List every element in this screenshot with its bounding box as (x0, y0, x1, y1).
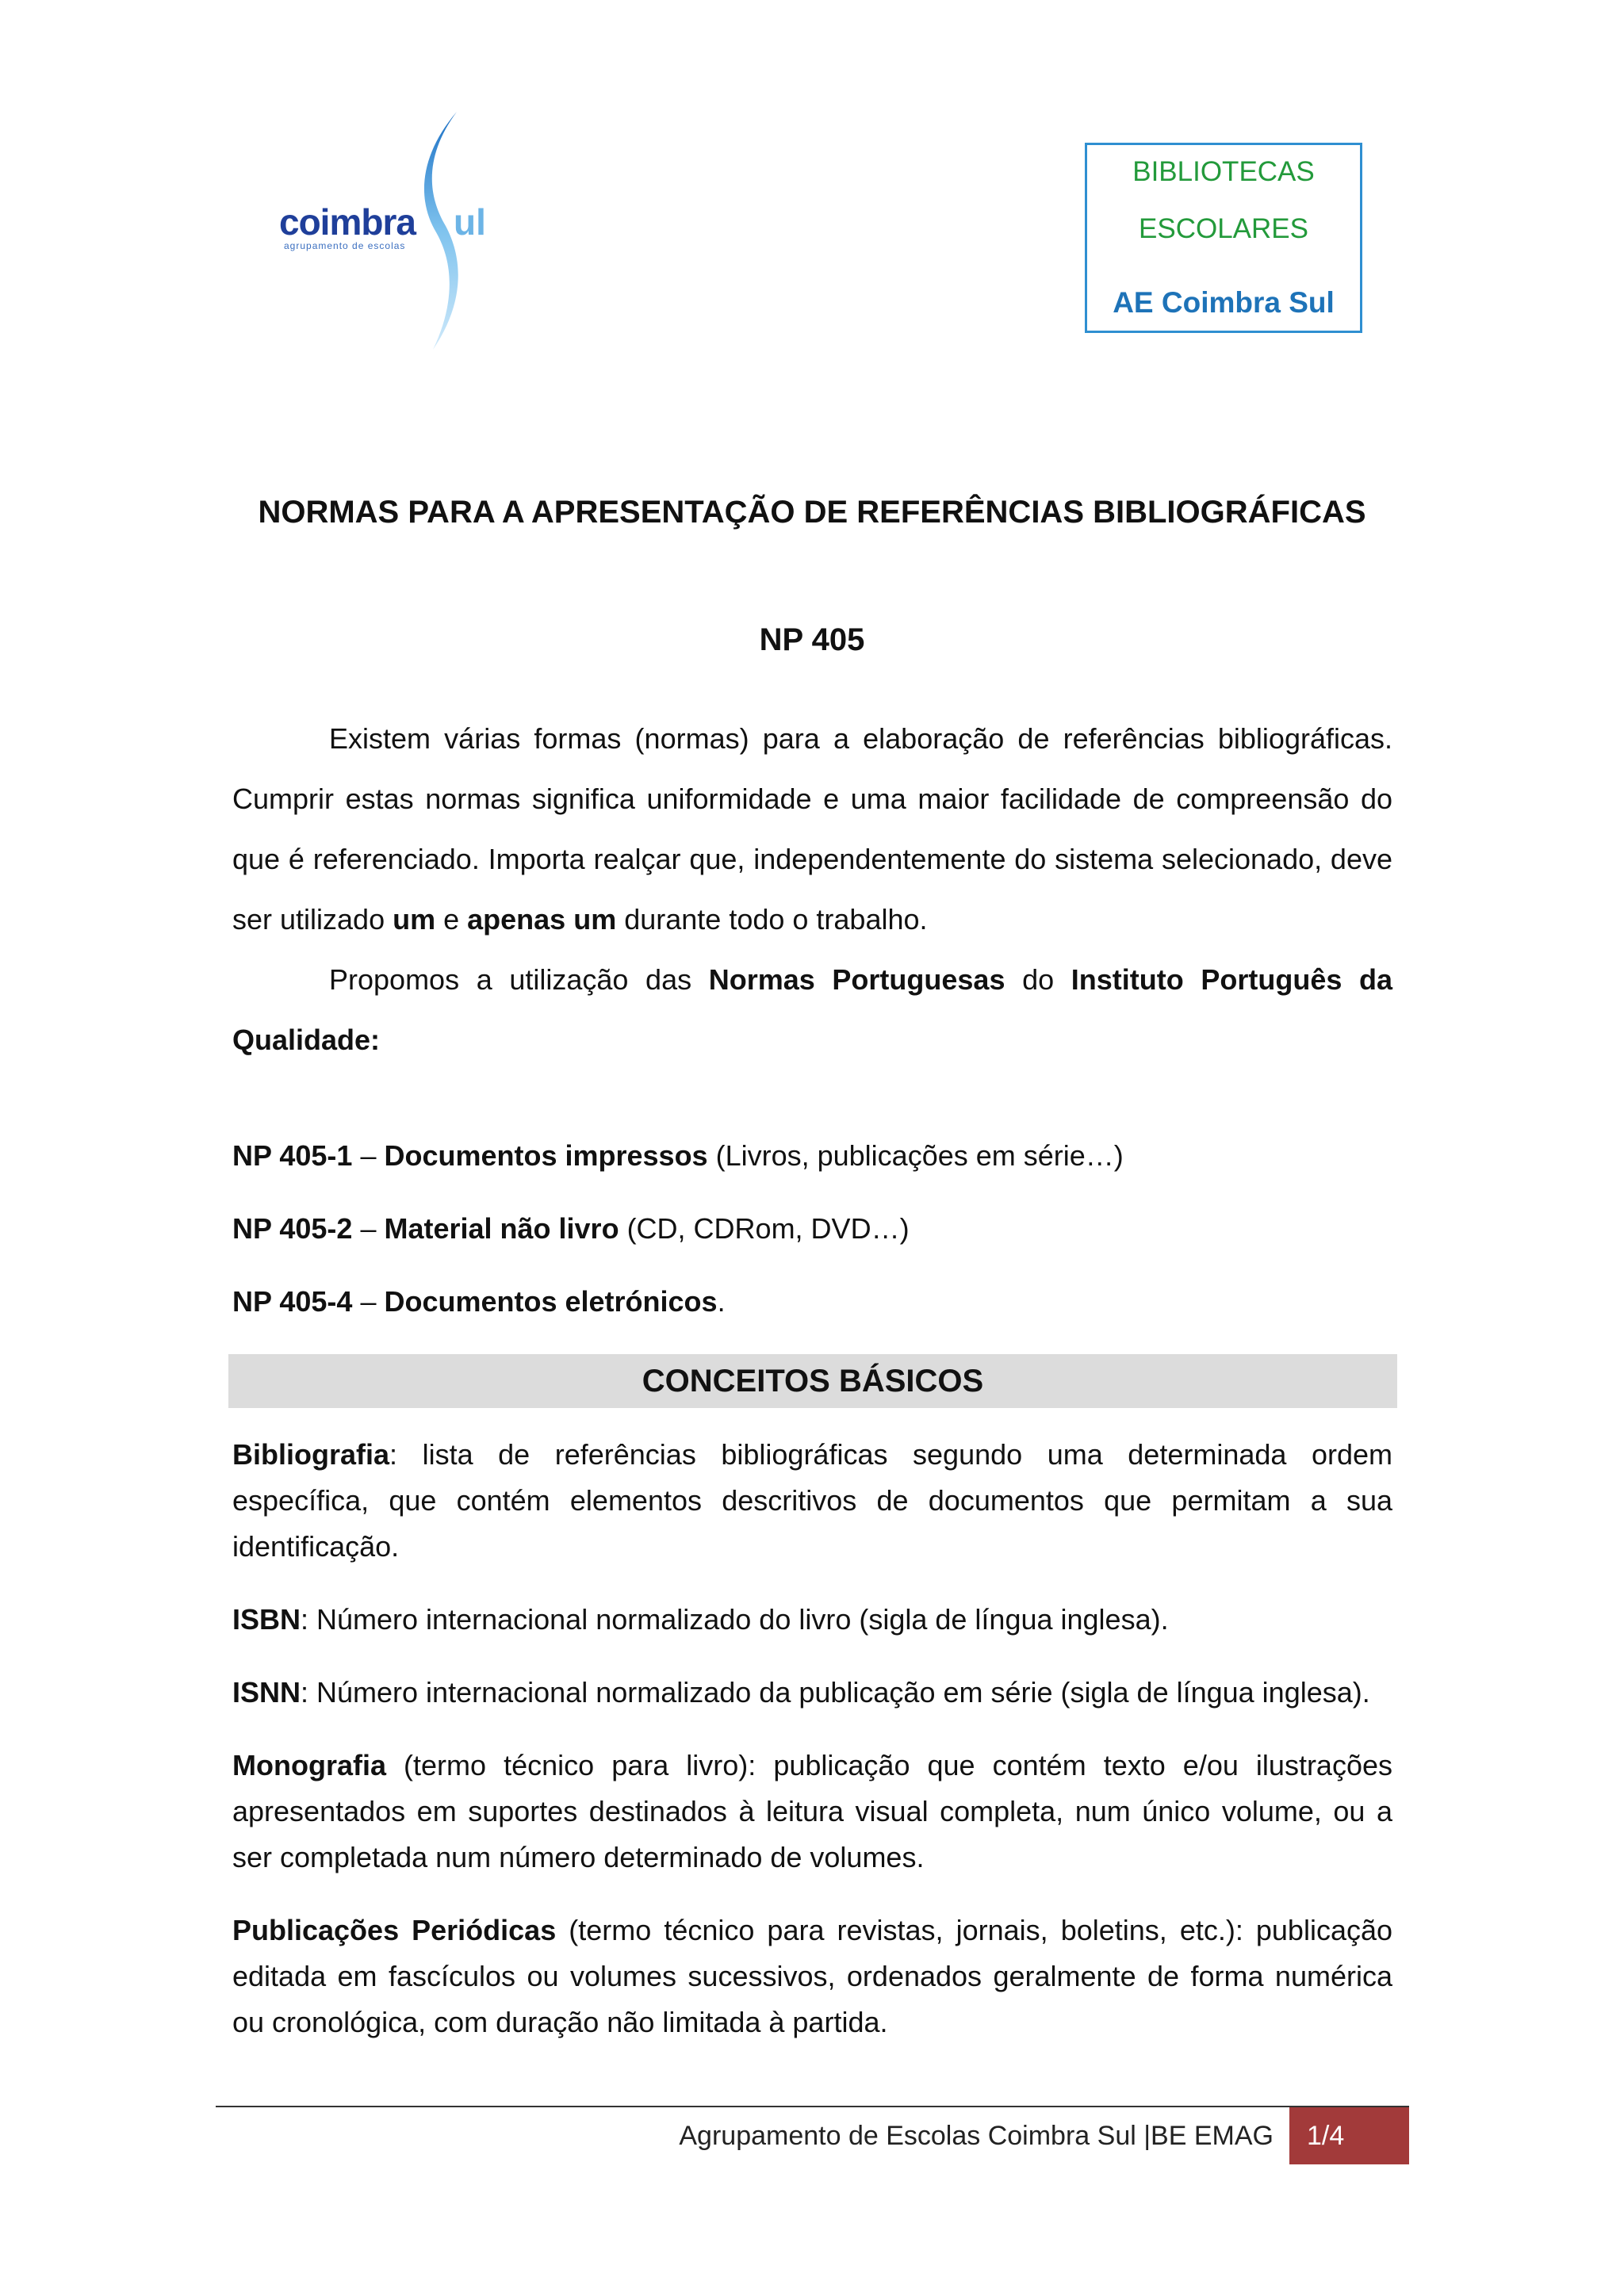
logo-word-sul: ul (454, 201, 486, 243)
concepts-section (232, 1432, 1392, 2072)
intro-p1-text-2: e (435, 903, 468, 936)
np-dash: – (352, 1139, 385, 1172)
np-code: NP 405-4 (232, 1285, 353, 1318)
bibliotecas-escolares-badge (1085, 143, 1362, 333)
concept-paragraph (232, 1432, 1392, 1570)
np-dash: – (352, 1285, 385, 1318)
page-number-badge: 1/4 (1289, 2107, 1409, 2164)
intro-p2-text-2: do (1005, 963, 1071, 996)
section-title: CONCEITOS BÁSICOS (642, 1364, 984, 1399)
np-name: Documentos eletrónicos (384, 1285, 718, 1318)
np-code: NP 405-1 (232, 1139, 353, 1172)
concept-paragraph (232, 1908, 1392, 2045)
concept-definition: : lista de referências bibliográficas segundo uma determinada ordem específica, que contém elementos descritivos de documentos que permitam a sua identificação. (232, 1438, 1392, 1563)
concept-definition: (termo técnico para livro): publicação que contém texto e/ou ilustrações apresentados em suportes destinados à leitura visual completa, num único volume, ou a ser completada num número determinado de volumes. (232, 1749, 1392, 1873)
intro-p1-text-3: durante todo o trabalho. (616, 903, 928, 936)
concept-paragraph (232, 1670, 1392, 1716)
intro-p2-text: Propomos a utilização das (329, 963, 709, 996)
intro-p1-bold-1: um (393, 903, 436, 936)
intro-section (232, 709, 1392, 1070)
intro-paragraph-2 (232, 950, 1392, 1070)
np-code: NP 405-2 (232, 1212, 353, 1245)
concept-term: Bibliografia (232, 1438, 390, 1471)
np-name: Material não livro (384, 1212, 619, 1245)
intro-p1-bold-2: apenas um (467, 903, 617, 936)
footer-divider (216, 2106, 1409, 2107)
badge-line-3: AE Coimbra Sul (1113, 286, 1335, 319)
list-item (232, 1132, 1392, 1205)
list-item (232, 1278, 1392, 1351)
intro-paragraph-1 (232, 709, 1392, 950)
section-header-bar (228, 1354, 1397, 1408)
list-item (232, 1205, 1392, 1278)
badge-line-1: BIBLIOTECAS (1132, 156, 1315, 187)
np-standards-list (232, 1132, 1392, 1351)
footer-text: Agrupamento de Escolas Coimbra Sul |BE EMAG (679, 2121, 1274, 2151)
concept-paragraph (232, 1597, 1392, 1643)
concept-paragraph (232, 1743, 1392, 1881)
intro-p2-bold-1: Normas Portuguesas (708, 963, 1005, 996)
np-dash: – (352, 1212, 385, 1245)
logo-word-coimbra: coimbra (279, 201, 416, 243)
concept-term: ISNN (232, 1676, 301, 1709)
coimbra-sul-logo (270, 107, 523, 353)
concept-definition: : Número internacional normalizado da publicação em série (sigla de língua inglesa). (301, 1676, 1370, 1709)
document-title: NORMAS PARA A APRESENTAÇÃO DE REFERÊNCIAS BIBLIOGRÁFICAS (258, 495, 1366, 530)
intro-p1-text: Existem várias formas (normas) para a elaboração de referências bibliográficas. Cumprir estas normas significa uniformidade e uma maior facilidade de compreensão do que é referenciado. Importa realçar que, independentemente do sistema selecionado, deve ser utilizado (232, 722, 1392, 936)
logo-tagline: agrupamento de escolas (284, 240, 406, 251)
concept-definition: (termo técnico para revistas, jornais, boletins, etc.): publicação editada em fascículos ou volumes sucessivos, ordenados geralmente de forma numérica ou cronológica, com duração não limitada à partida. (232, 1914, 1393, 2038)
np-name: Documentos impressos (384, 1139, 708, 1172)
concept-definition: : Número internacional normalizado do livro (sigla de língua inglesa). (301, 1603, 1169, 1636)
concept-term: Monografia (232, 1749, 386, 1781)
np-detail: . (717, 1285, 726, 1318)
concept-term: Publicações Periódicas (232, 1914, 557, 1946)
badge-line-2: ESCOLARES (1139, 213, 1308, 244)
document-subtitle: NP 405 (759, 622, 865, 657)
np-detail: (Livros, publicações em série…) (707, 1139, 1124, 1172)
np-detail: (CD, CDRom, DVD…) (619, 1212, 910, 1245)
concept-term: ISBN (232, 1603, 301, 1636)
intro-p2-bold-2: Instituto Português da Qualidade: (232, 963, 1393, 1056)
